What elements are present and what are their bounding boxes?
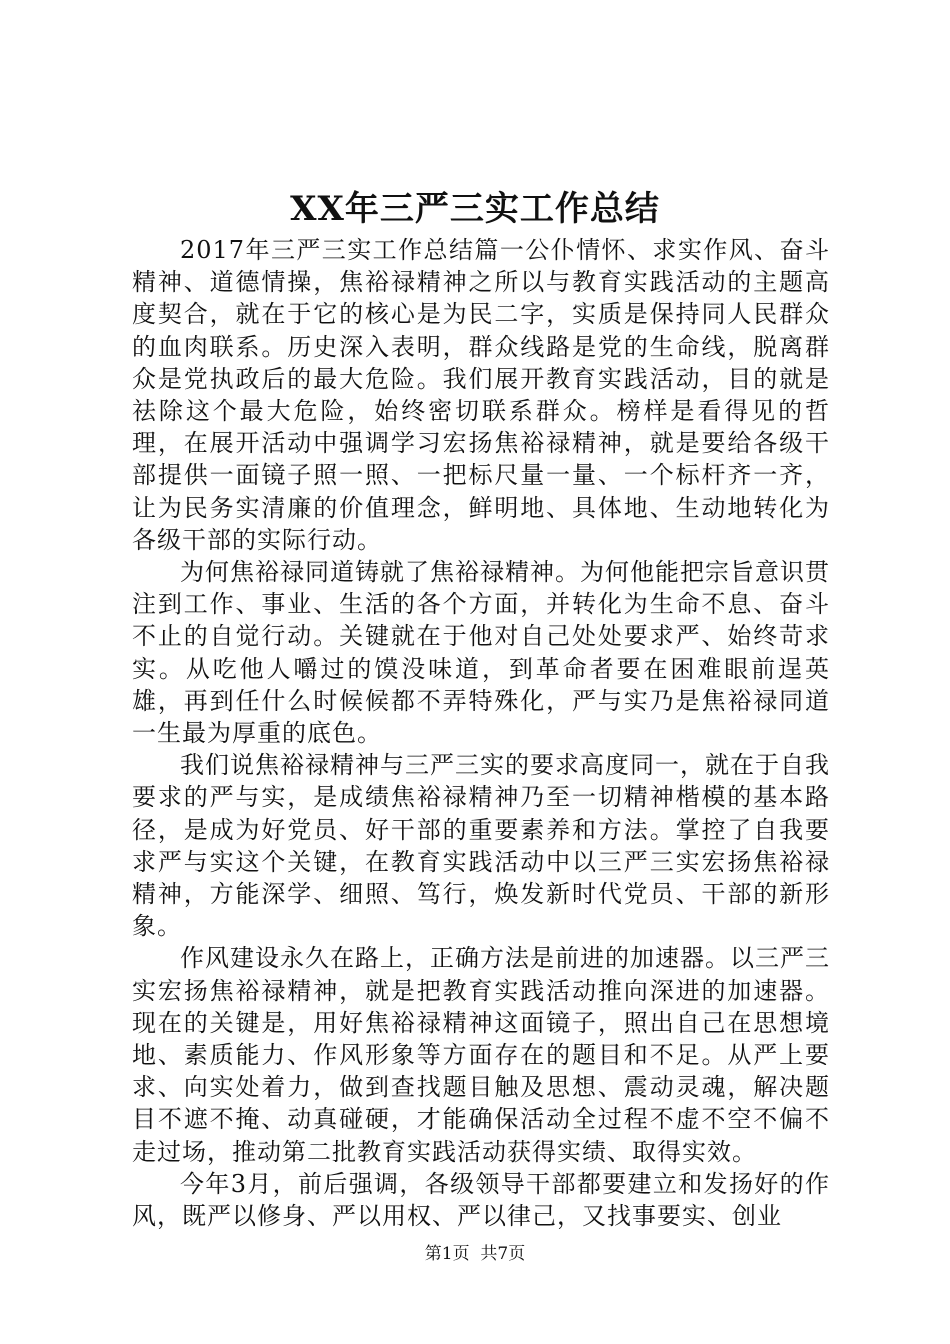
paragraph-4: 作风建设永久在路上，正确方法是前进的加速器。以三严三实宏扬焦裕禄精神，就是把教育实践活动推向深进的加速器。现在的关键是，用好焦裕禄精神这面镜子，照出自己在思想境地、素质能力、作风形象等方面存在的题目和不足。从严上要求、向实处着力，做到查找题目触及思想、震动灵魂，解决题目不遮不掩、动真碰硬，才能确保活动全过程不虚不空不偏不走过场，推动第二批教育实践活动获得实绩、取得实效。 — [132, 944, 830, 1166]
paragraph-1: 2017年三严三实工作总结篇一公仆情怀、求实作风、奋斗精神、道德情操，焦裕禄精神之所以与教育实践活动的主题高度契合，就在于它的核心是为民二字，实质是保持同人民群众的血肉联系。历史深入表明，群众线路是党的生命线，脱离群众是党执政后的最大危险。我们展开教育实践活动，目的就是祛除这个最大危险，始终密切联系群众。榜样是看得见的哲理，在展开活动中强调学习宏扬焦裕禄精神，就是要给各级干部提供一面镜子照一照、一把标尺量一量、一个标杆齐一齐，让为民务实清廉的价值理念，鲜明地、具体地、生动地转化为各级干部的实际行动。 — [132, 236, 830, 554]
paragraph-2: 为何焦裕禄同道铸就了焦裕禄精神。为何他能把宗旨意识贯注到工作、事业、生活的各个方面，并转化为生命不息、奋斗不止的自觉行动。关键就在于他对自己处处要求严、始终苛求实。从吃他人嚼过的馍没味道，到革命者要在困难眼前逞英雄，再到任什么时候候都不弄特殊化，严与实乃是焦裕禄同道一生最为厚重的底色。 — [132, 558, 830, 748]
document-body — [132, 234, 830, 1232]
paragraph-5: 今年3月，前后强调，各级领导干部都要建立和发扬好的作风，既严以修身、严以用权、严以律己，又找事要实、创业 — [132, 1169, 830, 1231]
paragraph-3: 我们说焦裕禄精神与三严三实的要求高度同一，就在于自我要求的严与实，是成绩焦裕禄精神乃至一切精神楷模的基本路径，是成为好党员、好干部的重要素养和方法。掌控了自我要求严与实这个关键，在教育实践活动中以三严三实宏扬焦裕禄精神，方能深学、细照、笃行，焕发新时代党员、干部的新形象。 — [132, 751, 830, 941]
footer-separator — [470, 1244, 481, 1264]
page-number: 第1页 — [424, 1244, 470, 1264]
page-total: 共7页 — [480, 1244, 526, 1264]
document-title: XX年三严三实工作总结 — [290, 189, 660, 229]
page-footer — [0, 1242, 950, 1266]
